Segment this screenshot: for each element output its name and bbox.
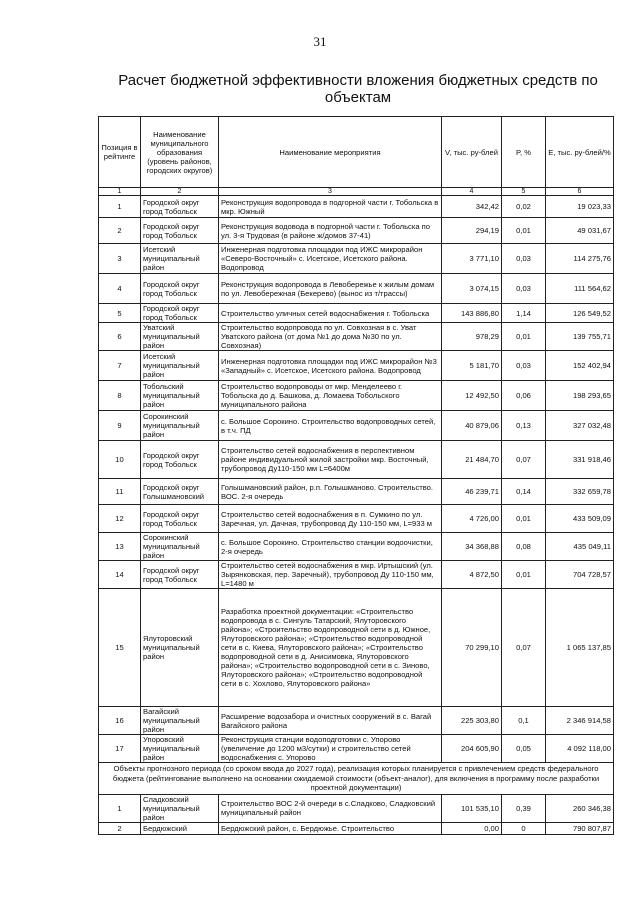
row-efficiency: 433 509,09 — [546, 505, 614, 533]
row-position: 15 — [99, 589, 141, 707]
budget-efficiency-table — [98, 116, 614, 835]
row-percent: 0,08 — [502, 533, 546, 561]
row-position: 9 — [99, 411, 141, 441]
row-efficiency: 331 918,46 — [546, 441, 614, 479]
row-municipality: Городской округ город Тобольск — [141, 505, 219, 533]
row-efficiency: 332 659,78 — [546, 479, 614, 505]
header-event: Наименование мероприятия — [219, 117, 442, 188]
row-municipality: Городской округ город Тобольск — [141, 304, 219, 323]
table-row — [99, 196, 614, 218]
row-event: Строительство сетей водоснабжения в мкр. Иртышский (ул. Зырянковская, пер. Заречный), трубопровод Ду 110-150 мм, L=1480 м — [219, 561, 442, 589]
page-number: 31 — [313, 34, 327, 49]
row-position: 6 — [99, 323, 141, 351]
row-percent: 0,01 — [502, 323, 546, 351]
row-event: Расширение водозабора и очистных сооружений в с. Вагай Вагайского района — [219, 707, 442, 735]
header-efficiency: E, тыс. ру-блей/% — [546, 117, 614, 188]
row-volume: 342,42 — [442, 196, 502, 218]
row-position: 5 — [99, 304, 141, 323]
row-percent: 0,13 — [502, 411, 546, 441]
row-percent: 0,02 — [502, 196, 546, 218]
table-row — [99, 351, 614, 381]
row-percent: 0,05 — [502, 735, 546, 763]
row-position: 17 — [99, 735, 141, 763]
row-efficiency: 49 031,67 — [546, 218, 614, 244]
row-volume: 294,19 — [442, 218, 502, 244]
row-position: 12 — [99, 505, 141, 533]
row-event: Разработка проектной документации: «Строительство водопровода в с. Сингуль Татарский, Ялуторовского района»; «Строительство водопроводной сети в д. Южное, Ялуторовского района»; «Строительство водопроводной сети в с. Киева, Ялуторовского района»; «Строительство водопроводной сети в д. Анисимовка, Ялуторовского района»; «Строительство водопроводной сети в с. Зиново, Ялуторовского района»; «Строительство водопроводной сети в с. Хохлово, Ялуторовского района» — [219, 589, 442, 707]
row-position: 7 — [99, 351, 141, 381]
table-row — [99, 479, 614, 505]
row-volume: 12 492,50 — [442, 381, 502, 411]
table-row — [99, 218, 614, 244]
row-municipality: Исетский муниципальный район — [141, 351, 219, 381]
row-municipality: Городской округ город Тобольск — [141, 274, 219, 304]
column-number: 1 — [99, 188, 141, 196]
table-row — [99, 533, 614, 561]
row-event: с. Большое Сорокино. Строительство станции водоочистки, 2-я очередь — [219, 533, 442, 561]
row-efficiency: 198 293,65 — [546, 381, 614, 411]
row-efficiency: 19 023,33 — [546, 196, 614, 218]
row-percent: 0,39 — [502, 794, 546, 822]
row-efficiency: 327 032,48 — [546, 411, 614, 441]
row-efficiency: 435 049,11 — [546, 533, 614, 561]
row-percent: 0,06 — [502, 381, 546, 411]
row-percent: 0,07 — [502, 441, 546, 479]
row-event: Строительство водопровода по ул. Совхозная в с. Уват Уватского района (от дома №1 до дома №30 по ул. Совхозная) — [219, 323, 442, 351]
row-municipality: Бердюжский — [141, 822, 219, 834]
row-position: 10 — [99, 441, 141, 479]
row-event: Инженерная подготовка площадки под ИЖС микрорайон №3 «Западный» с. Исетское, Исетского района. Водопровод — [219, 351, 442, 381]
row-municipality: Тобольский муниципальный район — [141, 381, 219, 411]
row-efficiency: 111 564,62 — [546, 274, 614, 304]
row-volume: 21 484,70 — [442, 441, 502, 479]
row-volume: 34 368,88 — [442, 533, 502, 561]
row-efficiency: 790 807,87 — [546, 822, 614, 834]
row-volume: 978,29 — [442, 323, 502, 351]
row-event: Реконструкция водопровода в подгорной части г. Тобольска в мкр. Южный — [219, 196, 442, 218]
table-row — [99, 822, 614, 834]
row-percent: 0,03 — [502, 351, 546, 381]
row-position: 14 — [99, 561, 141, 589]
column-number: 6 — [546, 188, 614, 196]
row-volume: 4 872,50 — [442, 561, 502, 589]
row-municipality: Сорокинский муниципальный район — [141, 533, 219, 561]
row-position: 16 — [99, 707, 141, 735]
row-municipality: Упоровский муниципальный район — [141, 735, 219, 763]
row-event: Инженерная подготовка площадки под ИЖС микрорайон «Северо-Восточный» с. Исетское, Исетского района. Водопровод — [219, 244, 442, 274]
row-municipality: Исетский муниципальный район — [141, 244, 219, 274]
table-row — [99, 441, 614, 479]
column-number: 5 — [502, 188, 546, 196]
row-event: Бердюжский район, с. Бердюжье. Строительство — [219, 822, 442, 834]
row-position: 2 — [99, 822, 141, 834]
row-efficiency: 4 092 118,00 — [546, 735, 614, 763]
table-row — [99, 735, 614, 763]
table-row — [99, 381, 614, 411]
row-position: 13 — [99, 533, 141, 561]
row-percent: 0,01 — [502, 505, 546, 533]
table-row — [99, 794, 614, 822]
forecast-note-row — [99, 763, 614, 795]
header-position: Позиция в рейтинге — [99, 117, 141, 188]
row-volume: 225 303,80 — [442, 707, 502, 735]
column-number: 3 — [219, 188, 442, 196]
row-municipality: Сорокинский муниципальный район — [141, 411, 219, 441]
row-event: Реконструкция станции водоподготовки с. Упорово (увеличение до 1200 м3/сутки) и строительство сетей водоснабжения с. Упорово — [219, 735, 442, 763]
column-number-row — [99, 188, 614, 196]
row-position: 2 — [99, 218, 141, 244]
table-row — [99, 589, 614, 707]
row-efficiency: 152 402,94 — [546, 351, 614, 381]
row-municipality: Городской округ город Тобольск — [141, 561, 219, 589]
row-municipality: Сладковский муниципальный район — [141, 794, 219, 822]
row-efficiency: 114 275,76 — [546, 244, 614, 274]
header-municipality: Наименование муниципального образования (уровень районов, городских округов) — [141, 117, 219, 188]
table-row — [99, 323, 614, 351]
row-event: Реконструкция водопровода в Левобережье к жилым домам по ул. Левобережная (Бекерево) (вынос из т/трассы) — [219, 274, 442, 304]
row-volume: 40 879,06 — [442, 411, 502, 441]
row-position: 11 — [99, 479, 141, 505]
row-volume: 5 181,70 — [442, 351, 502, 381]
column-number: 4 — [442, 188, 502, 196]
row-percent: 0,01 — [502, 218, 546, 244]
document-title: Расчет бюджетной эффективности вложения бюджетных средств по объектам — [118, 72, 598, 106]
row-event: Строительство водопроводы от мкр. Менделеево г. Тобольска до д. Башкова, д. Ломаева Тобольского муниципального района — [219, 381, 442, 411]
table-row — [99, 274, 614, 304]
row-percent: 0 — [502, 822, 546, 834]
row-position: 8 — [99, 381, 141, 411]
row-volume: 101 535,10 — [442, 794, 502, 822]
row-position: 1 — [99, 196, 141, 218]
row-municipality: Городской округ Голышмановский — [141, 479, 219, 505]
row-municipality: Городской округ город Тобольск — [141, 441, 219, 479]
table-row — [99, 304, 614, 323]
row-event: Строительство уличных сетей водоснабжения г. Тобольска — [219, 304, 442, 323]
table-row — [99, 244, 614, 274]
table-row — [99, 411, 614, 441]
row-event: Реконструкция водовода в подгорной части г. Тобольска по ул. 3-я Трудовая (в районе ж/домов 37-41) — [219, 218, 442, 244]
row-percent: 0,03 — [502, 244, 546, 274]
row-volume: 204 605,90 — [442, 735, 502, 763]
row-volume: 3 074,15 — [442, 274, 502, 304]
row-volume: 4 726,00 — [442, 505, 502, 533]
row-event: Строительство сетей водоснабжения в п. Сумкино по ул. Заречная, ул. Дачная, трубопровод Ду 110-150 мм, L=933 м — [219, 505, 442, 533]
row-volume: 70 299,10 — [442, 589, 502, 707]
row-volume: 0,00 — [442, 822, 502, 834]
row-percent: 1,14 — [502, 304, 546, 323]
row-position: 4 — [99, 274, 141, 304]
column-number: 2 — [141, 188, 219, 196]
row-event: Голышмановский район, р.п. Голышманово. Строительство. ВОС. 2-я очередь — [219, 479, 442, 505]
row-volume: 3 771,10 — [442, 244, 502, 274]
table-row — [99, 505, 614, 533]
row-efficiency: 704 728,57 — [546, 561, 614, 589]
table-row — [99, 561, 614, 589]
row-position: 1 — [99, 794, 141, 822]
header-volume: V, тыс. ру-блей — [442, 117, 502, 188]
row-municipality: Городской округ город Тобольск — [141, 196, 219, 218]
row-efficiency: 126 549,52 — [546, 304, 614, 323]
row-percent: 0,07 — [502, 589, 546, 707]
row-volume: 46 239,71 — [442, 479, 502, 505]
row-efficiency: 1 065 137,85 — [546, 589, 614, 707]
row-position: 3 — [99, 244, 141, 274]
row-efficiency: 2 346 914,58 — [546, 707, 614, 735]
row-efficiency: 139 755,71 — [546, 323, 614, 351]
row-municipality: Ялуторовский муниципальный район — [141, 589, 219, 707]
row-percent: 0,01 — [502, 561, 546, 589]
table-header-row — [99, 117, 614, 188]
row-municipality: Вагайский муниципальный район — [141, 707, 219, 735]
row-municipality: Уватский муниципальный район — [141, 323, 219, 351]
row-event: Строительство сетей водоснабжения в перспективном районе индивидуальной жилой застройки мкр. Восточный, трубопровод Ду110-150 мм L=6400м — [219, 441, 442, 479]
row-percent: 0,03 — [502, 274, 546, 304]
row-event: Строительство ВОС 2-й очереди в с.Сладково, Сладковский муниципальный район — [219, 794, 442, 822]
table-row — [99, 707, 614, 735]
row-event: с. Большое Сорокино. Строительство водопроводных сетей, в т.ч. ПД — [219, 411, 442, 441]
forecast-note: Объекты прогнозного периода (со сроком ввода до 2027 года), реализация которых планируется с привлечением средств федерального бюджета (рейтингование выполнено на основании ожидаемой стоимости (объект-аналог), для включения в программу после разработки проектной документации) — [99, 763, 614, 795]
row-percent: 0,14 — [502, 479, 546, 505]
header-percent: P, % — [502, 117, 546, 188]
row-municipality: Городской округ город Тобольск — [141, 218, 219, 244]
row-percent: 0,1 — [502, 707, 546, 735]
row-volume: 143 886,80 — [442, 304, 502, 323]
row-efficiency: 260 346,38 — [546, 794, 614, 822]
